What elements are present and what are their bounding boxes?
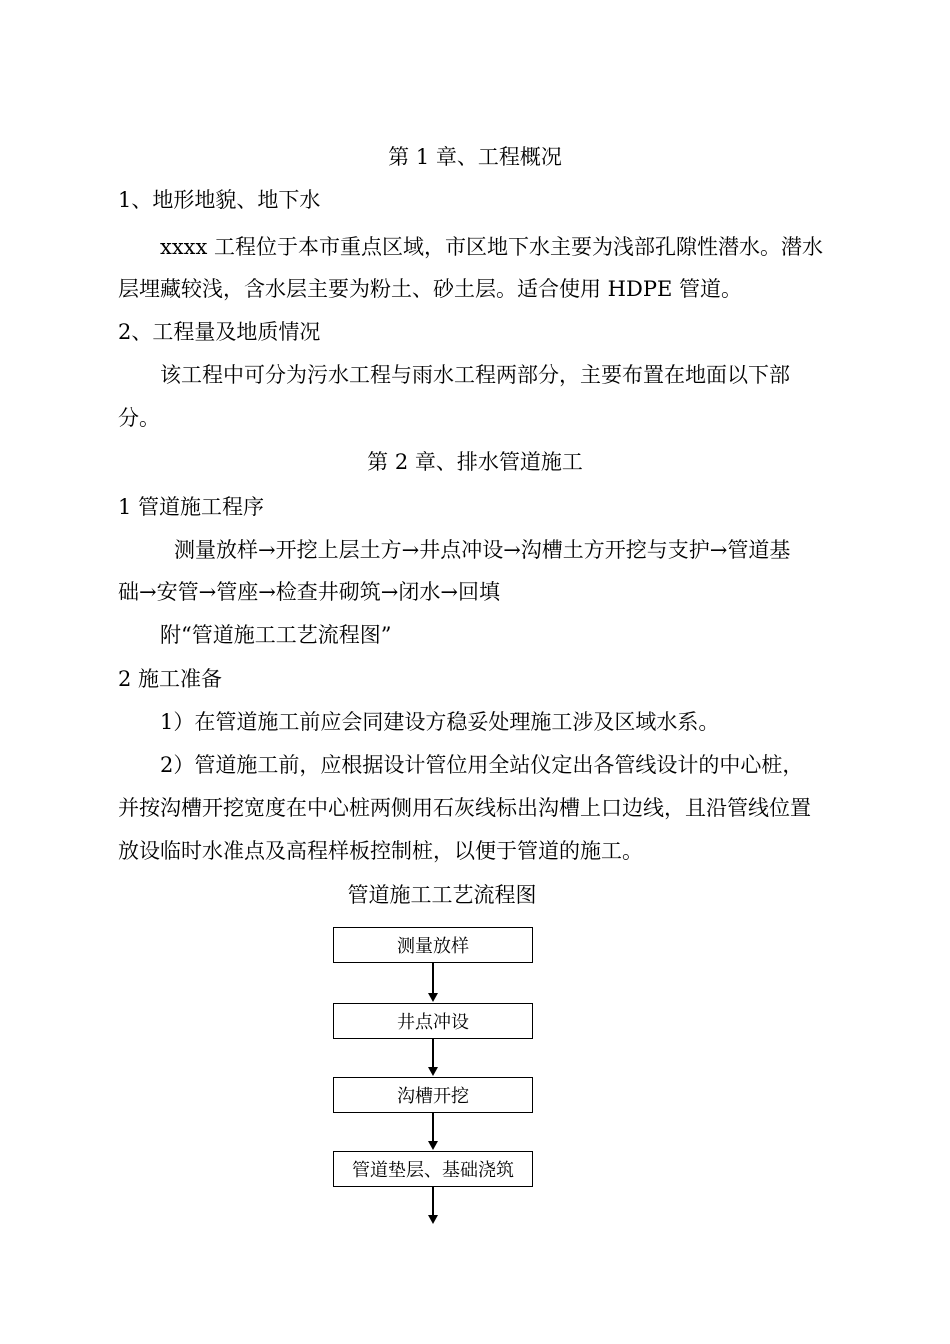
paragraph-line: 附“管道施工工艺流程图” (160, 623, 392, 647)
flow-step-label: 沟槽开挖 (397, 1086, 469, 1107)
paragraph-line: 并按沟槽开挖宽度在中心桩两侧用石灰线标出沟槽上口边线，且沿管线位置 (118, 796, 811, 820)
flow-arrow-shaft (432, 963, 434, 994)
section-heading-preparation: 2 施工准备 (118, 667, 223, 691)
flow-arrow-shaft (432, 1039, 434, 1068)
flow-arrow-head (428, 1215, 438, 1224)
flow-arrow-shaft (432, 1113, 434, 1142)
paragraph-line: 2）管道施工前，应根据设计管位用全站仪定出各管线设计的中心桩， (160, 753, 804, 777)
flowchart-title: 管道施工工艺流程图 (347, 883, 537, 907)
paragraph-line: 该工程中可分为污水工程与雨水工程两部分，主要布置在地面以下部 (160, 363, 790, 387)
paragraph-line: 分。 (118, 406, 160, 430)
paragraph-line: 层埋藏较浅，含水层主要为粉土、砂土层。适合使用 HDPE 管道。 (118, 277, 742, 301)
flow-step-label: 井点冲设 (397, 1012, 469, 1033)
flow-step-box (333, 927, 533, 963)
paragraph-line: 放设临时水准点及高程样板控制桩，以便于管道的施工。 (118, 839, 643, 863)
flow-arrow-shaft (432, 1187, 434, 1216)
flow-step-box (333, 1077, 533, 1113)
chapter-1-title: 第 1 章、工程概况 (388, 145, 562, 169)
section-heading-procedure: 1 管道施工程序 (118, 495, 265, 519)
flow-arrow-head (428, 993, 438, 1002)
flow-step-box (333, 1003, 533, 1039)
chapter-2-title: 第 2 章、排水管道施工 (367, 450, 583, 474)
flow-arrow-head (428, 1141, 438, 1150)
flow-step-label: 测量放样 (397, 936, 469, 957)
paragraph-line: 1）在管道施工前应会同建设方稳妥处理施工涉及区域水系。 (160, 710, 720, 734)
paragraph-line: 测量放样→开挖上层土方→井点冲设→沟槽土方开挖与支护→管道基 (174, 538, 791, 562)
flow-arrow-head (428, 1067, 438, 1076)
flow-step-box (333, 1151, 533, 1187)
flow-step-label: 管道垫层、基础浇筑 (352, 1160, 514, 1181)
section-heading-quantities: 2、工程量及地质情况 (118, 320, 321, 344)
paragraph-line: xxxx 工程位于本市重点区域，市区地下水主要为浅部孔隙性潜水。潜水 (160, 235, 824, 259)
section-heading-terrain: 1、地形地貌、地下水 (118, 188, 321, 212)
paragraph-line: 础→安管→管座→检查井砌筑→闭水→回填 (118, 580, 500, 604)
